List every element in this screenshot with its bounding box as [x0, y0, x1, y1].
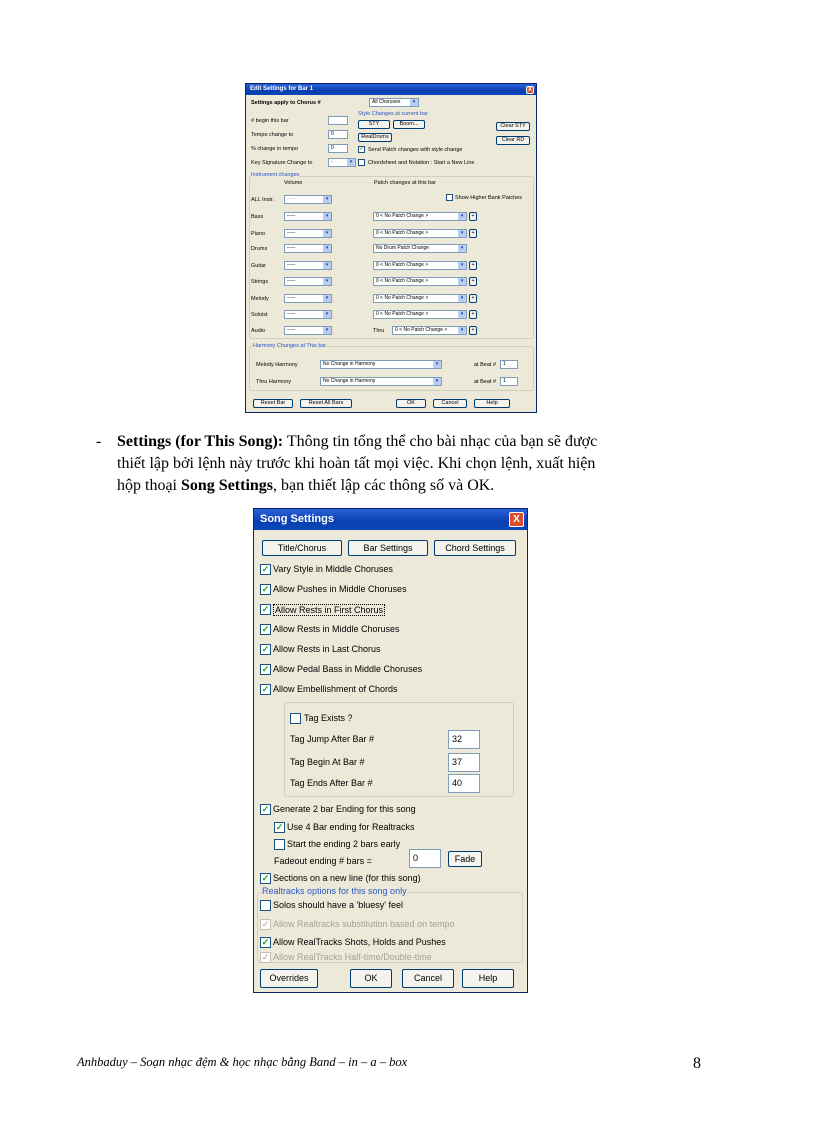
patch-select[interactable]: 0 < No Patch Change > ▾	[373, 277, 467, 286]
melody-beat-input[interactable]: 1	[500, 360, 518, 369]
patch-select[interactable]: 0 < No Patch Change > ▾	[373, 310, 467, 319]
chorus-select[interactable]: All Choruses ▾	[369, 98, 419, 107]
tag-exists-checkbox[interactable]	[290, 713, 301, 724]
instrument-name: Melody	[251, 296, 269, 302]
patch-changes-label: Patch changes at this bar	[374, 180, 437, 186]
allow-pushes-label: Allow Pushes in Middle Choruses	[273, 584, 407, 594]
cancel-button[interactable]: Cancel	[433, 399, 467, 408]
instrument-name: Guitar	[251, 263, 266, 269]
chevron-down-icon: ▾	[323, 311, 331, 318]
patch-select[interactable]: 0 < No Patch Change > ▾	[373, 212, 467, 221]
chevron-down-icon: ▾	[458, 295, 466, 302]
paragraph-line2: thiết lập bởi lệnh này trước khi hoàn tất mọi việc. Khi chọn lệnh, xuất hiện	[117, 455, 596, 472]
fadeout-input[interactable]: 0	[409, 849, 441, 868]
use-4bar-checkbox[interactable]: ✓	[275, 822, 284, 832]
allow-substitution-label: Allow Realtracks substitution based on tempo	[273, 919, 455, 929]
generate-ending-label: Generate 2 bar Ending for this song	[273, 804, 416, 814]
rests-first-label: Allow Rests in First Chorus	[275, 605, 384, 615]
chordsheet-checkbox[interactable]	[358, 159, 365, 166]
edit-bar-settings-dialog	[245, 83, 537, 413]
thru-harmony-select[interactable]: No Change in Harmony ▾	[320, 377, 442, 386]
harmony-label: Harmony Changes at This bar	[253, 343, 327, 349]
chevron-down-icon: ▾	[323, 327, 331, 334]
chevron-down-icon: ▾	[458, 311, 466, 318]
instrument-name: Drums	[251, 246, 268, 252]
show-higher-checkbox[interactable]	[446, 194, 453, 201]
song-settings-dialog	[253, 508, 528, 993]
rests-middle-label: Allow Rests in Middle Choruses	[273, 624, 400, 634]
ok-button[interactable]: OK	[396, 399, 426, 408]
use-4bar-label: Use 4 Bar ending for Realtracks	[287, 822, 415, 832]
reset-all-bars-button[interactable]: Reset All Bars	[300, 399, 352, 408]
tag-ends-label: Tag Ends After Bar #	[290, 778, 373, 788]
tag-exists-label: Tag Exists ?	[304, 713, 353, 723]
plus-button[interactable]: +	[469, 261, 477, 270]
paragraph	[117, 431, 707, 497]
style-changes-label: Style Changes at current bar	[358, 111, 429, 117]
chevron-down-icon: ▾	[458, 230, 466, 237]
instrument-name: Audio	[251, 328, 266, 334]
paragraph-bold-lead: Settings (for This Song):	[117, 433, 284, 450]
volume-select[interactable]: ----- ▾	[284, 277, 332, 286]
title-chorus-button[interactable]: Title/Chorus	[262, 540, 342, 556]
realtracks-label: Realtracks options for this song only	[262, 886, 407, 896]
chevron-down-icon: ▾	[458, 245, 466, 252]
plus-button[interactable]: +	[469, 294, 477, 303]
volume-select[interactable]: ----- ▾	[284, 261, 332, 270]
plus-button[interactable]: +	[469, 229, 477, 238]
settings-apply-label: Settings apply to Chorus #	[251, 100, 321, 106]
pct-change-label: % change in tempo	[251, 146, 299, 152]
vary-style-checkbox[interactable]: ✓	[261, 564, 270, 574]
dialog-title: Song Settings	[260, 513, 334, 525]
melody-harmony-select[interactable]: No Change in Harmony ▾	[320, 360, 442, 369]
at-beat-label: at Beat #	[474, 379, 497, 385]
chevron-down-icon: ▾	[323, 295, 331, 302]
plus-button[interactable]: +	[469, 212, 477, 221]
chevron-down-icon: ▾	[433, 361, 441, 368]
sty-button[interactable]: STY	[358, 120, 390, 129]
chevron-down-icon: ▾	[323, 196, 331, 203]
start-early-label: Start the ending 2 bars early	[287, 839, 401, 849]
chevron-down-icon: ▾	[458, 327, 466, 334]
plus-button[interactable]: +	[469, 277, 477, 286]
chevron-down-icon: ▾	[323, 245, 331, 252]
allow-halftime-label: Allow RealTracks Half-time/Double-time	[273, 952, 432, 962]
thru-patch-select[interactable]: 0 < No Patch Change > ▾	[392, 326, 467, 335]
reset-bar-button[interactable]: Reset Bar	[253, 399, 293, 408]
list-bullet: -	[96, 433, 102, 450]
chevron-down-icon: ▾	[458, 262, 466, 269]
paragraph-line3a: hộp thoại	[117, 477, 181, 494]
embellishment-checkbox[interactable]: ✓	[261, 684, 270, 694]
at-beat-label: at Beat #	[474, 362, 497, 368]
help-button[interactable]: Help	[462, 969, 514, 988]
thru-beat-input[interactable]: 1	[500, 377, 518, 386]
close-icon[interactable]: X	[527, 87, 532, 93]
rests-middle-checkbox[interactable]: ✓	[261, 624, 270, 634]
show-higher-label: Show Higher Bank Patches	[455, 195, 522, 201]
sections-newline-label: Sections on a new line (for this song)	[273, 873, 421, 883]
instrument-name: ALL Instr.	[251, 197, 275, 203]
pedal-bass-checkbox[interactable]: ✓	[261, 664, 270, 674]
dialog-title: Edit Settings for Bar 1	[250, 86, 314, 92]
chevron-down-icon: ▾	[410, 99, 418, 106]
instrument-changes-label: Instrument changes	[251, 172, 300, 178]
embellishment-label: Allow Embellishment of Chords	[273, 684, 398, 694]
send-patch-label: Send Patch changes with style change	[368, 147, 463, 153]
dialog-titlebar	[254, 509, 527, 530]
tag-begin-label: Tag Begin At Bar #	[290, 757, 365, 767]
chord-settings-button[interactable]: Chord Settings	[434, 540, 516, 556]
instrument-name: Soloist	[251, 312, 268, 318]
fadeout-label: Fadeout ending # bars =	[274, 856, 372, 866]
chevron-down-icon: ▾	[347, 159, 355, 166]
solos-bluesy-checkbox[interactable]	[260, 900, 271, 911]
fade-button[interactable]: Fade	[448, 851, 482, 867]
volume-label: Volume	[284, 180, 303, 186]
solos-bluesy-label: Solos should have a 'bluesy' feel	[273, 900, 404, 910]
rests-last-checkbox[interactable]: ✓	[261, 644, 270, 654]
pedal-bass-label: Allow Pedal Bass in Middle Choruses	[273, 664, 423, 674]
instrument-name: Strings	[251, 279, 269, 285]
thru-harmony-label: Thru Harmony	[256, 379, 292, 385]
key-sig-label: Key Signature Change to	[251, 160, 313, 166]
allow-halftime-checkbox[interactable]: ✓	[261, 952, 270, 962]
begin-bar-label: # begin this bar	[251, 118, 289, 124]
paragraph-line3-bold: Song Settings	[181, 477, 274, 494]
patch-select[interactable]: 0 < No Patch Change > ▾	[373, 229, 467, 238]
bar-settings-button[interactable]: Bar Settings	[348, 540, 428, 556]
volume-select[interactable]: ----- ▾	[284, 294, 332, 303]
key-sig-select[interactable]: - ▾	[328, 158, 356, 167]
allow-shots-label: Allow RealTracks Shots, Holds and Pushes	[273, 937, 446, 947]
help-button[interactable]: Help	[474, 399, 510, 408]
overrides-button[interactable]: Overrides	[260, 969, 318, 988]
tag-ends-input[interactable]: 40	[448, 774, 480, 793]
tag-jump-input[interactable]: 32	[448, 730, 480, 749]
melody-harmony-label: Melody Harmony	[256, 362, 298, 368]
thru-label: Thru	[373, 328, 385, 334]
dialog-titlebar	[246, 84, 536, 95]
volume-select[interactable]: ----- ▾	[284, 229, 332, 238]
patch-select[interactable]: 0 < No Patch Change > ▾	[373, 294, 467, 303]
volume-select[interactable]: ----- ▾	[284, 244, 332, 253]
chevron-down-icon: ▾	[323, 262, 331, 269]
chordsheet-label: Chordsheet and Notation : Start a New Line	[368, 160, 475, 166]
ok-button[interactable]: OK	[350, 969, 392, 988]
tempo-change-label: Tempo change to	[251, 132, 294, 138]
chevron-down-icon: ▾	[433, 378, 441, 385]
allow-shots-checkbox[interactable]: ✓	[261, 937, 270, 947]
clear-rd-button[interactable]: Clear RD	[496, 136, 530, 145]
chevron-down-icon: ▾	[458, 213, 466, 220]
chevron-down-icon: ▾	[323, 230, 331, 237]
send-patch-checkbox[interactable]: ✓	[359, 146, 364, 152]
vary-style-label: Vary Style in Middle Choruses	[273, 564, 393, 574]
realdrums-button[interactable]: RealDrums	[358, 133, 392, 142]
sections-newline-checkbox[interactable]: ✓	[261, 873, 270, 883]
clear-sty-button[interactable]: Clear STY	[496, 122, 530, 131]
chevron-down-icon: ▾	[323, 278, 331, 285]
plus-button[interactable]: +	[469, 326, 477, 335]
paragraph-line3b: , bạn thiết lập các thông số và OK.	[273, 477, 495, 494]
paragraph-line1: Thông tin tổng thể cho bài nhạc của bạn sẽ được	[283, 433, 598, 450]
boom-button[interactable]: Boom...	[393, 120, 425, 129]
volume-select[interactable]: ----- ▾	[284, 310, 332, 319]
begin-bar-input[interactable]	[328, 116, 348, 125]
tag-jump-label: Tag Jump After Bar #	[290, 734, 375, 744]
volume-select[interactable]: ----- ▾	[284, 195, 332, 204]
generate-ending-checkbox[interactable]: ✓	[261, 804, 270, 814]
plus-button[interactable]: +	[469, 310, 477, 319]
page-footer: Anhbaduy – Soạn nhạc đệm & học nhạc bằng Band – in – a – box	[77, 1055, 408, 1069]
page-number: 8	[693, 1055, 701, 1072]
pct-change-input[interactable]: 0	[328, 144, 348, 153]
volume-select[interactable]: ----- ▾	[284, 212, 332, 221]
drum-patch-select[interactable]: No Drum Patch Change ▾	[373, 244, 467, 253]
allow-pushes-checkbox[interactable]: ✓	[261, 584, 270, 594]
chevron-down-icon: ▾	[458, 278, 466, 285]
allow-substitution-checkbox[interactable]: ✓	[261, 919, 270, 929]
start-early-checkbox[interactable]	[274, 839, 285, 850]
patch-select[interactable]: 0 < No Patch Change > ▾	[373, 261, 467, 270]
tempo-change-input[interactable]: 0	[328, 130, 348, 139]
rests-last-label: Allow Rests in Last Chorus	[273, 644, 381, 654]
tag-begin-input[interactable]: 37	[448, 753, 480, 772]
instrument-name: Piano	[251, 231, 266, 237]
volume-select[interactable]: ----- ▾	[284, 326, 332, 335]
close-icon[interactable]: X	[509, 512, 524, 527]
chevron-down-icon: ▾	[323, 213, 331, 220]
rests-first-checkbox[interactable]: ✓	[261, 604, 270, 614]
instrument-name: Bass	[251, 214, 264, 220]
cancel-button[interactable]: Cancel	[402, 969, 454, 988]
